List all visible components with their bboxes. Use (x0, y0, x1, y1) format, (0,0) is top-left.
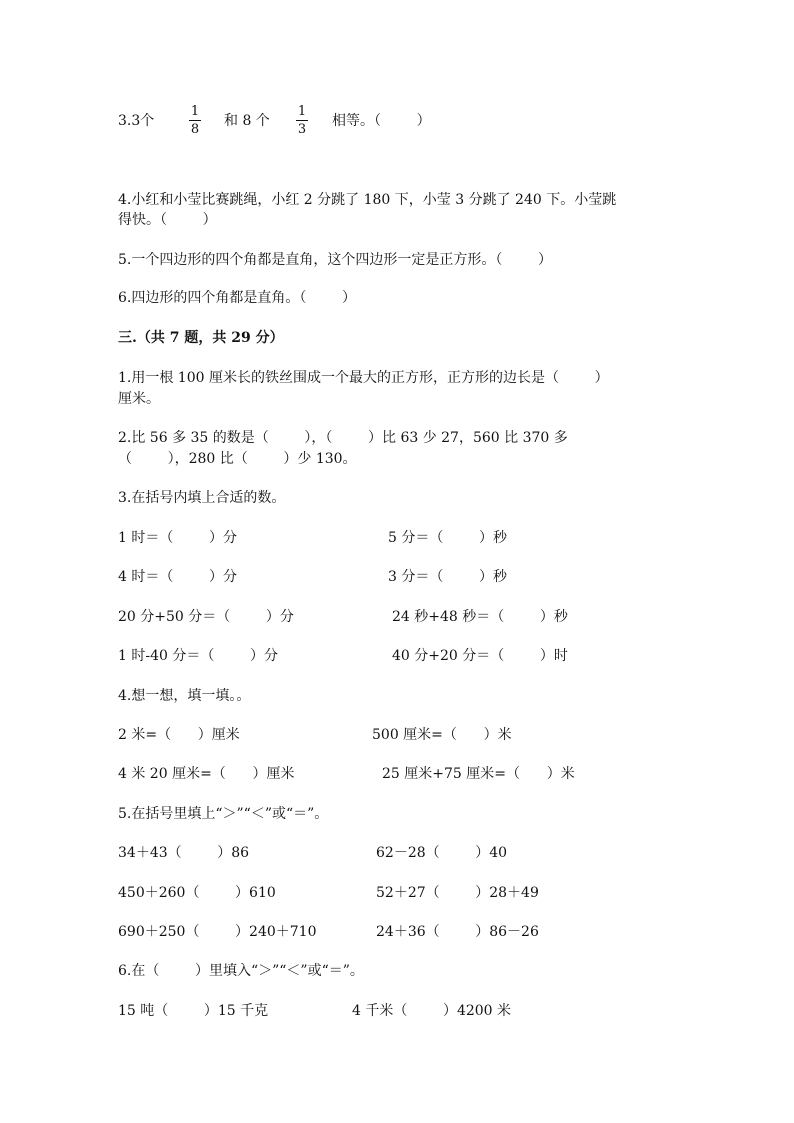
p3-row-1-left: 1 时＝（ ）分 (118, 530, 237, 546)
q3-prefix: 3.3个 (118, 113, 155, 129)
section-3-heading: 三.（共 7 题，共 29 分） (118, 330, 284, 346)
p4-row-2-left: 4 米 20 厘米=（ ）厘米 (118, 766, 295, 782)
q6-text: 6.四边形的四个角都是直角。（ ） (118, 290, 356, 306)
p2-line-2: （ ），280 比（ ）少 130。 (118, 451, 357, 467)
q3-fraction-2-numerator: 1 (297, 104, 307, 119)
p6-title: 6.在（ ）里填入“＞”“＜”或“＝”。 (118, 963, 364, 979)
p5-title: 5.在括号里填上“＞”“＜”或“＝”。 (118, 806, 329, 822)
p5-row-3-right: 24＋36（ ）86－26 (376, 924, 539, 940)
p2-line-1: 2.比 56 多 35 的数是（ ），（ ）比 63 少 27，560 比 370 多 (118, 430, 568, 446)
p5-row-1-left: 34＋43（ ）86 (118, 845, 250, 861)
p3-row-3-right: 24 秒+48 秒＝（ ）秒 (392, 609, 568, 625)
p1-line-2: 厘米。 (118, 391, 160, 407)
q4-line-1: 4.小红和小莹比赛跳绳，小红 2 分跳了 180 下，小莹 3 分跳了 240 下。小莹跳 (118, 192, 617, 208)
q3-fraction-1-numerator: 1 (190, 104, 200, 119)
p3-row-1-right: 5 分＝（ ）秒 (388, 530, 507, 546)
p3-row-2-right: 3 分＝（ ）秒 (388, 569, 507, 585)
p4-row-1-left: 2 米=（ ）厘米 (118, 727, 240, 743)
p4-title: 4.想一想，填一填。。 (118, 688, 251, 704)
q3-fraction-1-denominator: 8 (190, 122, 200, 137)
p3-row-4-left: 1 时-40 分＝（ ）分 (118, 648, 278, 664)
fraction-bar (296, 120, 308, 121)
q3-fraction-2 (294, 104, 310, 137)
q3-fraction-2-denominator: 3 (297, 122, 307, 137)
p6-row-right: 4 千米（ ）4200 米 (352, 1003, 512, 1019)
q3-suffix: 相等。（ ） (332, 113, 431, 129)
q3-middle: 和 8 个 (224, 113, 270, 129)
p5-row-3-left: 690＋250（ ）240＋710 (118, 924, 317, 940)
p4-row-2-right: 25 厘米+75 厘米=（ ）米 (382, 766, 575, 782)
p3-row-3-left: 20 分+50 分＝（ ）分 (118, 609, 294, 625)
p5-row-1-right: 62－28（ ）40 (376, 845, 508, 861)
q4-line-2: 得快。（ ） (118, 212, 217, 228)
p3-row-4-right: 40 分+20 分＝（ ）时 (392, 648, 568, 664)
p3-title: 3.在括号内填上合适的数。 (118, 490, 286, 506)
p1-line-1: 1.用一根 100 厘米长的铁丝围成一个最大的正方形，正方形的边长是（ ） (118, 370, 609, 386)
p4-row-1-right: 500 厘米=（ ）米 (372, 727, 512, 743)
q5-text: 5.一个四边形的四个角都是直角，这个四边形一定是正方形。（ ） (118, 252, 552, 268)
p3-row-2-left: 4 时＝（ ）分 (118, 569, 237, 585)
fraction-bar (189, 120, 201, 121)
p5-row-2-right: 52＋27（ ）28＋49 (376, 885, 539, 901)
q3-fraction-1 (187, 104, 203, 137)
p5-row-2-left: 450＋260（ ）610 (118, 885, 276, 901)
p6-row-left: 15 吨（ ）15 千克 (118, 1003, 269, 1019)
